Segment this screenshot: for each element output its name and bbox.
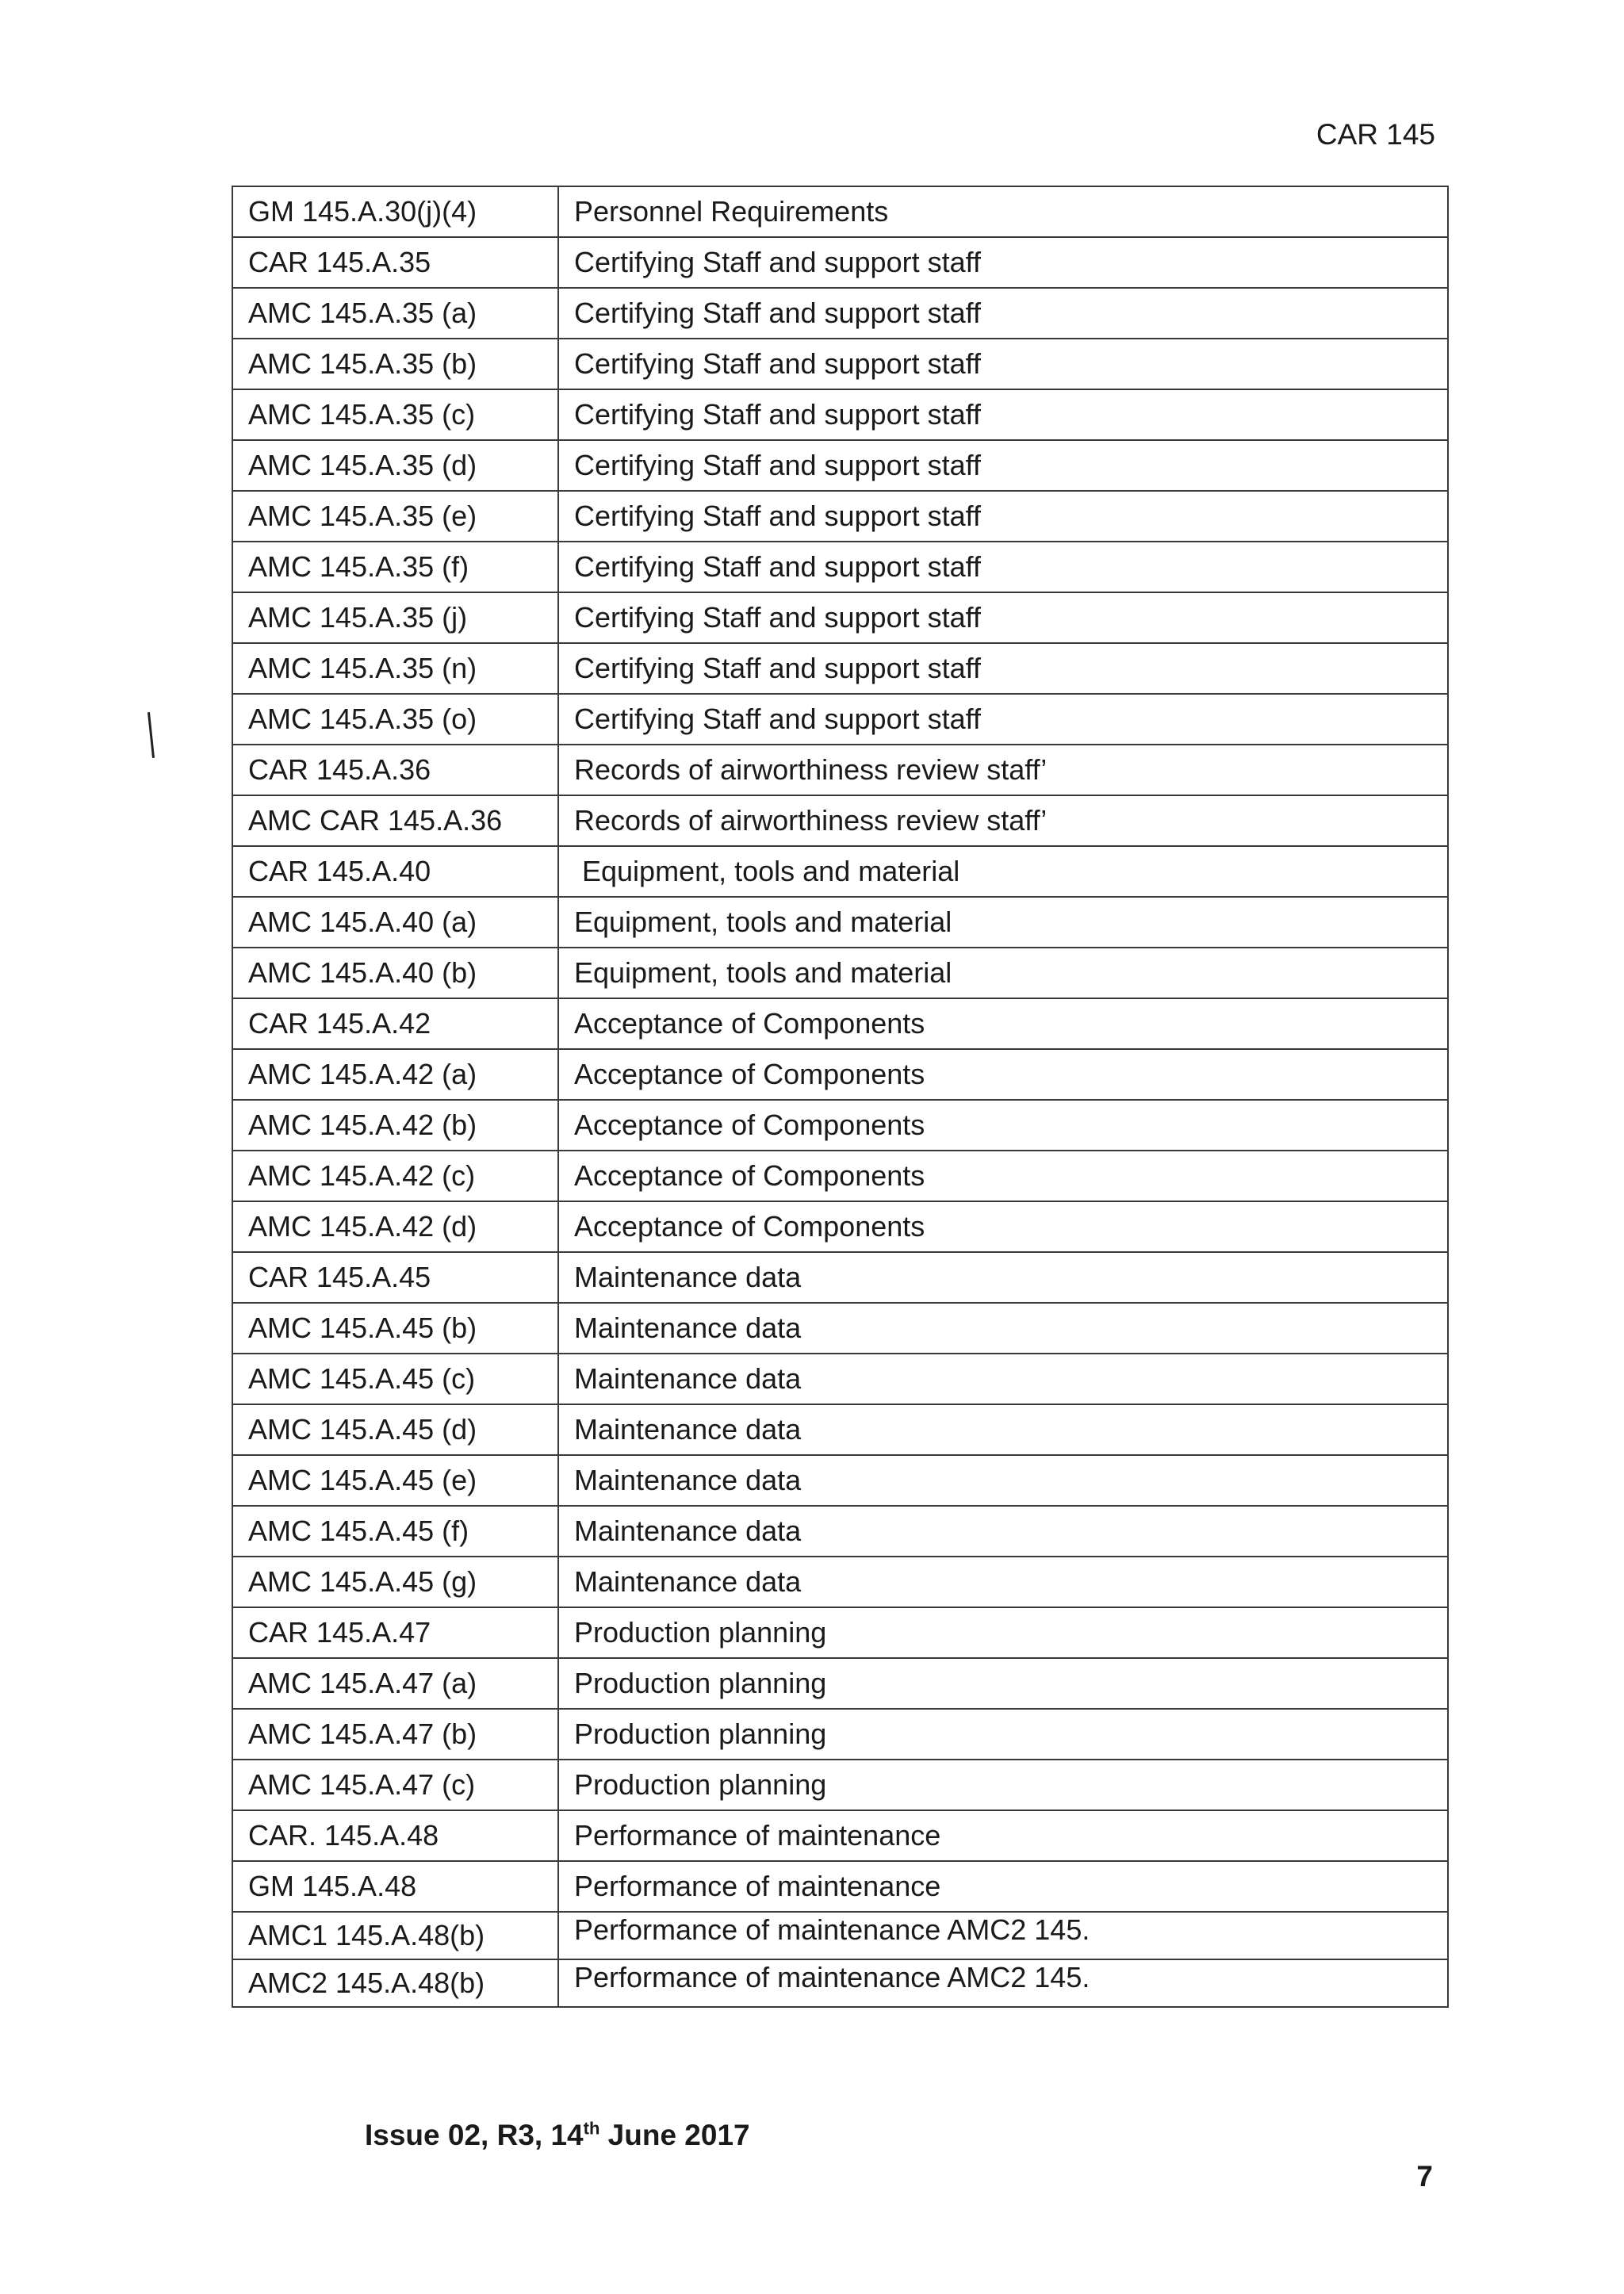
title-cell: Performance of maintenance AMC2 145. xyxy=(558,1912,1448,1959)
reference-cell: CAR 145.A.40 xyxy=(232,846,558,897)
reference-table xyxy=(232,186,1449,2008)
issue-prefix: Issue 02, R3, 14 xyxy=(365,2119,584,2151)
title-cell: Maintenance data xyxy=(558,1506,1448,1557)
title-cell: Certifying Staff and support staff xyxy=(558,592,1448,643)
table-row xyxy=(232,1861,1448,1912)
table-row xyxy=(232,694,1448,745)
reference-cell: AMC2 145.A.48(b) xyxy=(232,1959,558,2007)
reference-cell: AMC 145.A.35 (e) xyxy=(232,491,558,542)
title-cell: Production planning xyxy=(558,1760,1448,1810)
reference-cell: AMC 145.A.42 (b) xyxy=(232,1100,558,1151)
table-row xyxy=(232,1557,1448,1607)
title-cell: Records of airworthiness review staff’ xyxy=(558,745,1448,795)
reference-cell: AMC 145.A.35 (d) xyxy=(232,440,558,491)
reference-cell: AMC 145.A.45 (d) xyxy=(232,1404,558,1455)
reference-cell: AMC 145.A.35 (n) xyxy=(232,643,558,694)
issue-date xyxy=(365,2118,750,2153)
title-cell: Acceptance of Components xyxy=(558,1201,1448,1252)
reference-cell: AMC 145.A.35 (a) xyxy=(232,288,558,339)
title-cell: Maintenance data xyxy=(558,1252,1448,1303)
table-row xyxy=(232,1658,1448,1709)
title-cell: Maintenance data xyxy=(558,1455,1448,1506)
reference-cell: AMC 145.A.42 (c) xyxy=(232,1151,558,1201)
title-cell: Performance of maintenance xyxy=(558,1810,1448,1861)
reference-cell: AMC 145.A.45 (c) xyxy=(232,1354,558,1404)
title-cell: Certifying Staff and support staff xyxy=(558,237,1448,288)
reference-cell: AMC 145.A.40 (b) xyxy=(232,948,558,998)
title-cell: Records of airworthiness review staff’ xyxy=(558,795,1448,846)
table-row xyxy=(232,948,1448,998)
reference-cell: AMC 145.A.35 (o) xyxy=(232,694,558,745)
margin-change-bar xyxy=(147,712,155,758)
table-row xyxy=(232,1506,1448,1557)
table-row xyxy=(232,1049,1448,1100)
reference-cell: CAR 145.A.45 xyxy=(232,1252,558,1303)
table-row xyxy=(232,1201,1448,1252)
table-row xyxy=(232,1607,1448,1658)
table-row xyxy=(232,643,1448,694)
table-row xyxy=(232,186,1448,237)
reference-cell: AMC 145.A.45 (e) xyxy=(232,1455,558,1506)
table-row xyxy=(232,795,1448,846)
reference-cell: CAR 145.A.36 xyxy=(232,745,558,795)
table-row xyxy=(232,237,1448,288)
reference-cell: AMC 145.A.47 (b) xyxy=(232,1709,558,1760)
document-reference: CAR 145 xyxy=(1316,118,1435,151)
title-cell: Certifying Staff and support staff xyxy=(558,389,1448,440)
title-cell: Equipment, tools and material xyxy=(558,846,1448,897)
table-row xyxy=(232,1709,1448,1760)
reference-cell: CAR 145.A.35 xyxy=(232,237,558,288)
reference-cell: AMC 145.A.45 (f) xyxy=(232,1506,558,1557)
title-cell: Equipment, tools and material xyxy=(558,948,1448,998)
table-row xyxy=(232,846,1448,897)
title-cell: Certifying Staff and support staff xyxy=(558,491,1448,542)
issue-ordinal-suffix: th xyxy=(583,2118,600,2139)
table-row xyxy=(232,389,1448,440)
page-number: 7 xyxy=(1416,2160,1433,2193)
title-cell: Maintenance data xyxy=(558,1303,1448,1354)
title-cell: Personnel Requirements xyxy=(558,186,1448,237)
title-cell: Acceptance of Components xyxy=(558,998,1448,1049)
table-row xyxy=(232,1303,1448,1354)
table-row xyxy=(232,1100,1448,1151)
table-row xyxy=(232,1959,1448,2007)
table-row xyxy=(232,897,1448,948)
reference-cell: AMC 145.A.45 (b) xyxy=(232,1303,558,1354)
table-row xyxy=(232,1151,1448,1201)
table-row xyxy=(232,592,1448,643)
title-cell: Performance of maintenance AMC2 145. xyxy=(558,1959,1448,2007)
reference-cell: AMC 145.A.47 (c) xyxy=(232,1760,558,1810)
table-row xyxy=(232,288,1448,339)
title-cell: Equipment, tools and material xyxy=(558,897,1448,948)
table-row xyxy=(232,542,1448,592)
reference-cell: AMC CAR 145.A.36 xyxy=(232,795,558,846)
reference-cell: AMC 145.A.47 (a) xyxy=(232,1658,558,1709)
table-row xyxy=(232,1252,1448,1303)
title-cell: Acceptance of Components xyxy=(558,1049,1448,1100)
table-row xyxy=(232,1760,1448,1810)
reference-cell: AMC 145.A.42 (d) xyxy=(232,1201,558,1252)
table-row xyxy=(232,1912,1448,1959)
title-cell: Maintenance data xyxy=(558,1354,1448,1404)
reference-cell: AMC 145.A.35 (b) xyxy=(232,339,558,389)
reference-cell: AMC 145.A.45 (g) xyxy=(232,1557,558,1607)
reference-cell: GM 145.A.30(j)(4) xyxy=(232,186,558,237)
title-cell: Certifying Staff and support staff xyxy=(558,339,1448,389)
table-row xyxy=(232,1455,1448,1506)
reference-cell: AMC 145.A.35 (c) xyxy=(232,389,558,440)
title-cell: Acceptance of Components xyxy=(558,1100,1448,1151)
reference-cell: AMC1 145.A.48(b) xyxy=(232,1912,558,1959)
table-row xyxy=(232,1404,1448,1455)
reference-cell: CAR. 145.A.48 xyxy=(232,1810,558,1861)
table-row xyxy=(232,998,1448,1049)
reference-cell: CAR 145.A.47 xyxy=(232,1607,558,1658)
reference-cell: AMC 145.A.35 (j) xyxy=(232,592,558,643)
table-row xyxy=(232,491,1448,542)
reference-cell: GM 145.A.48 xyxy=(232,1861,558,1912)
title-cell: Maintenance data xyxy=(558,1557,1448,1607)
title-cell: Certifying Staff and support staff xyxy=(558,542,1448,592)
title-cell: Certifying Staff and support staff xyxy=(558,440,1448,491)
title-cell: Production planning xyxy=(558,1658,1448,1709)
issue-month-year: June 2017 xyxy=(599,2119,750,2151)
title-cell: Acceptance of Components xyxy=(558,1151,1448,1201)
title-cell: Production planning xyxy=(558,1607,1448,1658)
table-row xyxy=(232,1354,1448,1404)
title-cell: Maintenance data xyxy=(558,1404,1448,1455)
reference-cell: AMC 145.A.40 (a) xyxy=(232,897,558,948)
title-cell: Production planning xyxy=(558,1709,1448,1760)
reference-cell: AMC 145.A.35 (f) xyxy=(232,542,558,592)
table-row xyxy=(232,440,1448,491)
table-row xyxy=(232,339,1448,389)
reference-cell: AMC 145.A.42 (a) xyxy=(232,1049,558,1100)
table-row xyxy=(232,1810,1448,1861)
title-cell: Performance of maintenance xyxy=(558,1861,1448,1912)
title-cell: Certifying Staff and support staff xyxy=(558,643,1448,694)
title-cell: Certifying Staff and support staff xyxy=(558,694,1448,745)
table-row xyxy=(232,745,1448,795)
title-cell: Certifying Staff and support staff xyxy=(558,288,1448,339)
reference-cell: CAR 145.A.42 xyxy=(232,998,558,1049)
